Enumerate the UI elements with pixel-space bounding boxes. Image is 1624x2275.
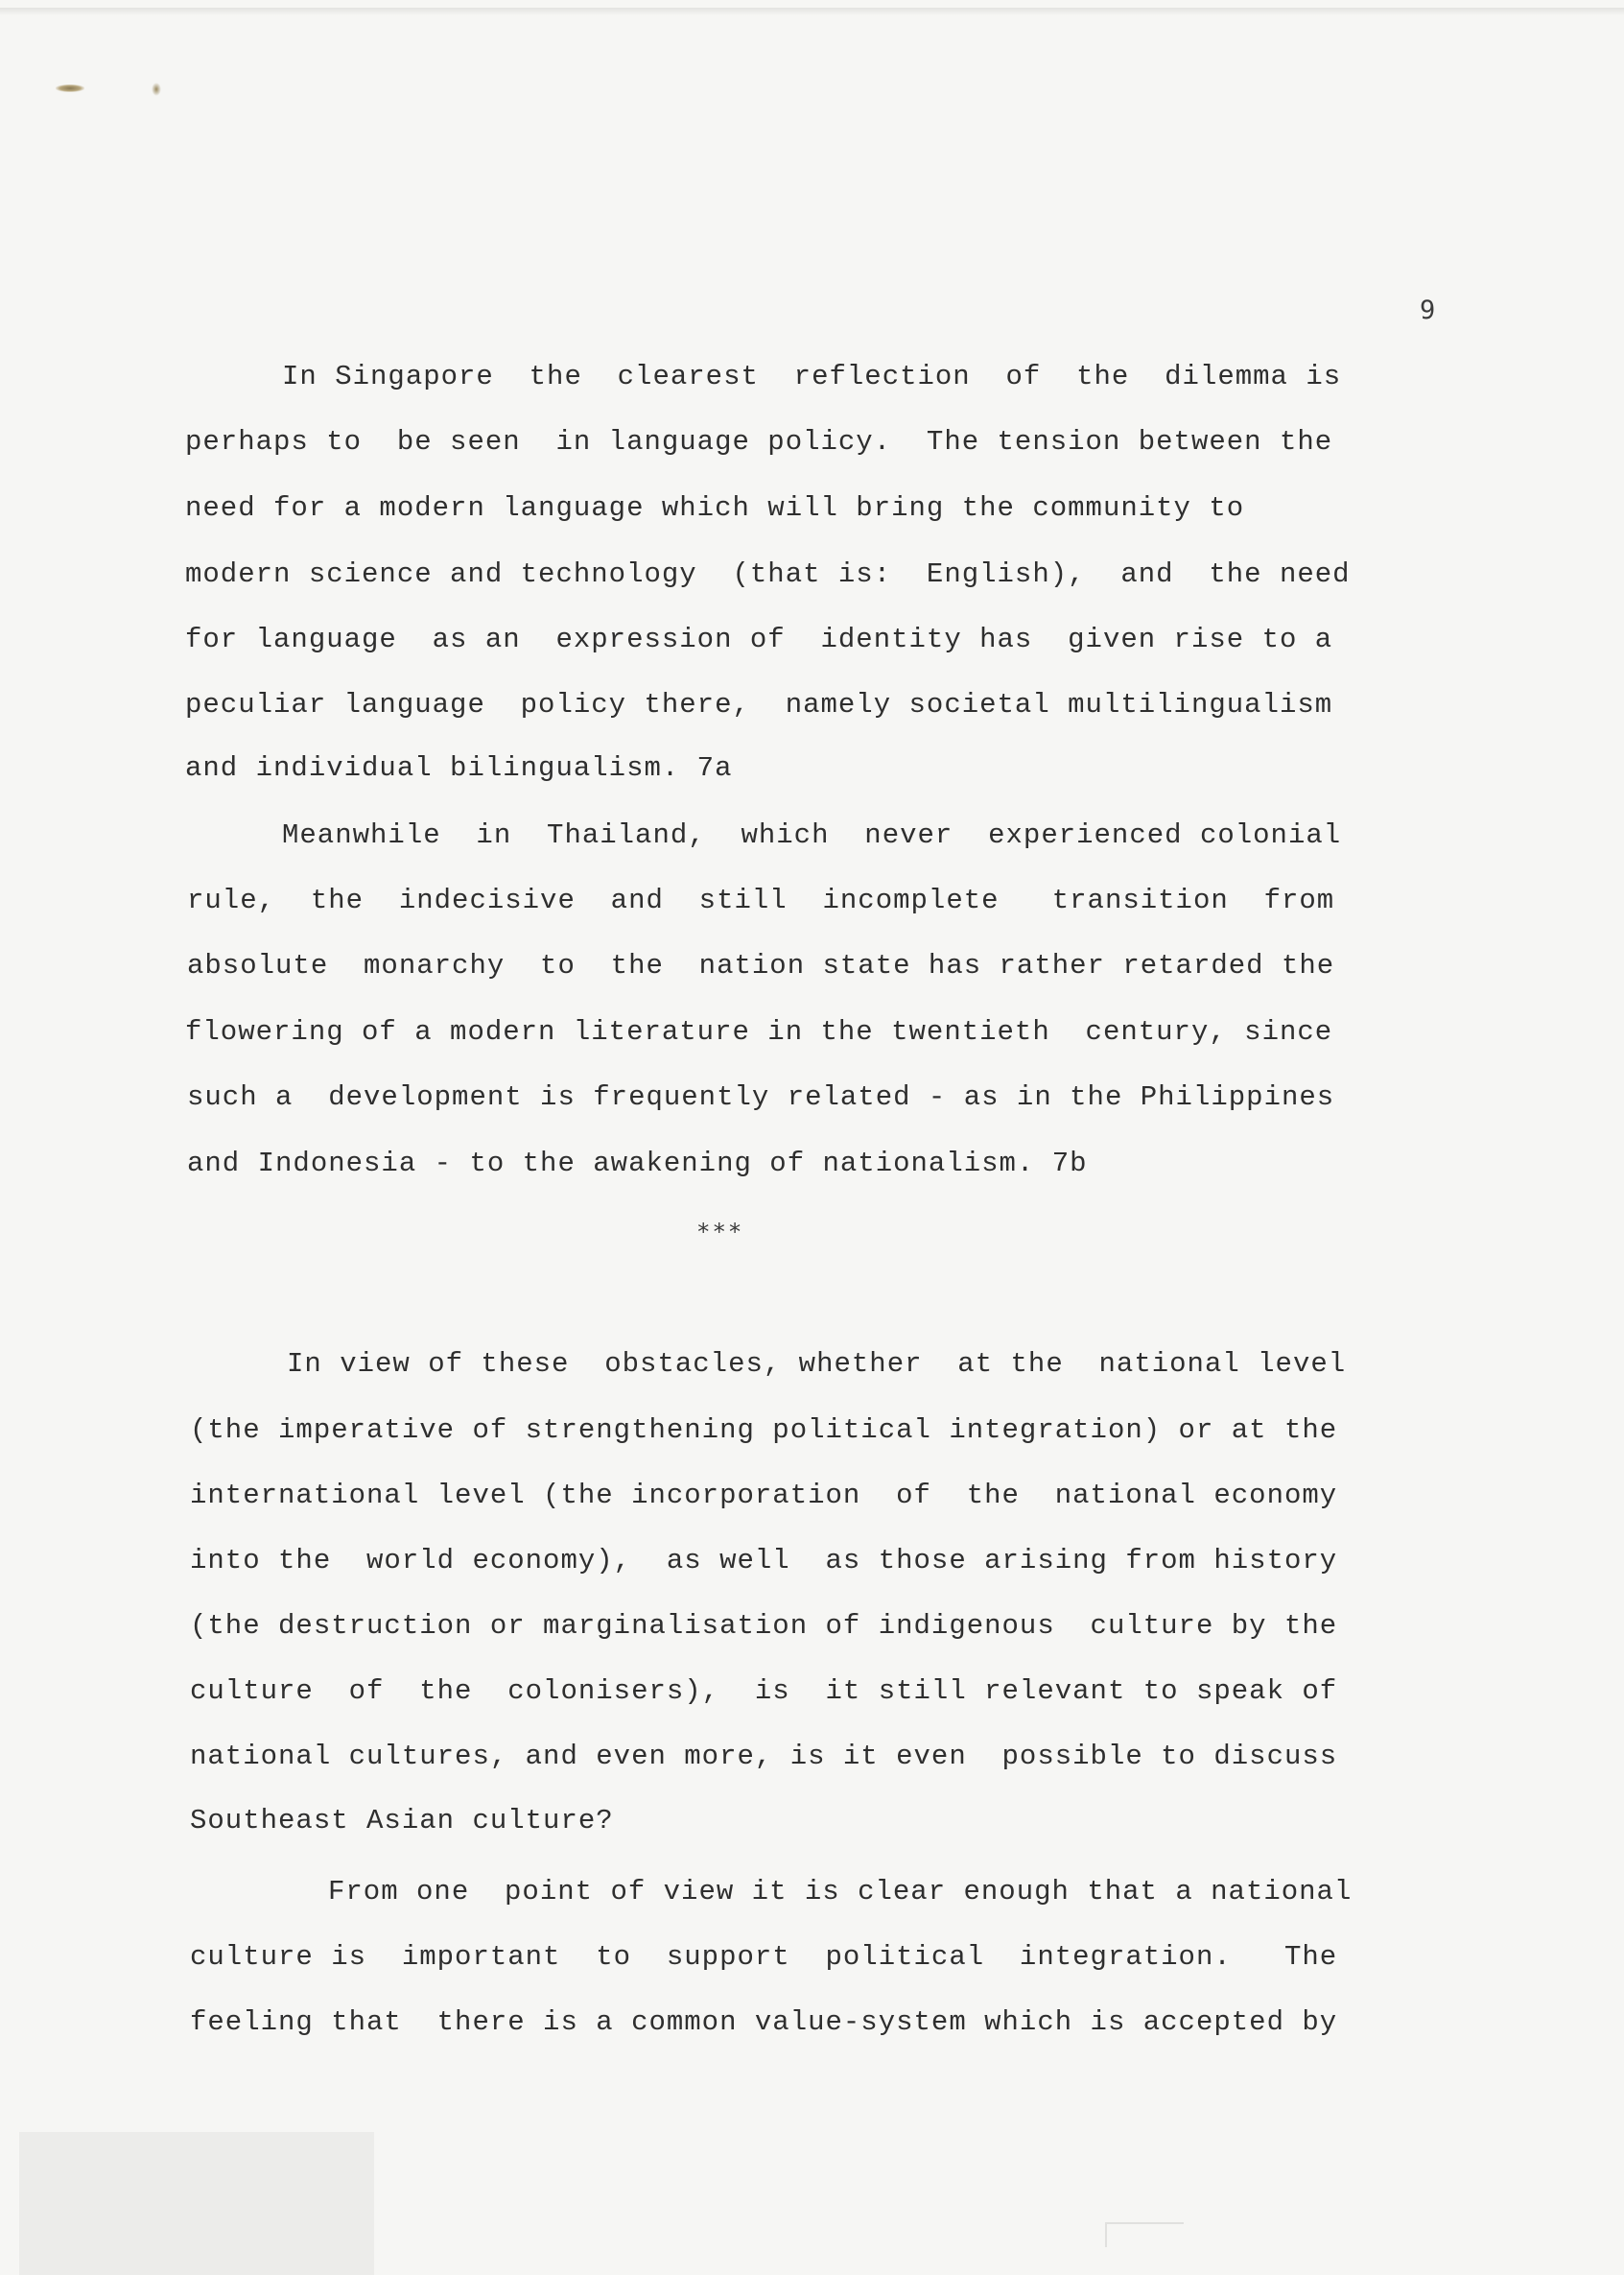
text-line: In view of these obstacles, whether at the national level: [287, 1348, 1347, 1380]
text-line: (the destruction or marginalisation of indigenous culture by the: [190, 1610, 1338, 1642]
text-line: Meanwhile in Thailand, which never experienced colonial: [282, 819, 1342, 851]
text-line: and individual bilingualism. 7a: [185, 752, 733, 784]
text-line: such a development is frequently related - as in the Philippines: [187, 1081, 1335, 1113]
scan-shadow-strip: [19, 2132, 374, 2275]
text-line: feeling that there is a common value-system which is accepted by: [190, 2006, 1338, 2038]
text-line: In Singapore the clearest reflection of the dilemma is: [282, 361, 1342, 392]
text-line: flowering of a modern literature in the twentieth century, since: [185, 1016, 1333, 1048]
paper-stain: [56, 84, 84, 92]
text-line: modern science and technology (that is: English), and the need: [185, 558, 1351, 590]
text-line: Southeast Asian culture?: [190, 1805, 614, 1837]
scan-mark: [1105, 2222, 1184, 2247]
text-line: and Indonesia - to the awakening of nationalism. 7b: [187, 1148, 1088, 1179]
page-top-edge: [0, 8, 1624, 15]
text-line: into the world economy), as well as those arising from history: [190, 1545, 1338, 1576]
page-number: 9: [1420, 296, 1436, 325]
text-line: need for a modern language which will bring the community to: [185, 492, 1245, 524]
text-line: international level (the incorporation of the national economy: [190, 1480, 1338, 1511]
text-line: absolute monarchy to the nation state has rather retarded the: [187, 950, 1335, 982]
text-line: culture is important to support political integration. The: [190, 1941, 1338, 1973]
text-line: national cultures, and even more, is it even possible to discuss: [190, 1741, 1338, 1772]
text-line: rule, the indecisive and still incomplete transition from: [187, 885, 1335, 916]
text-line: for language as an expression of identity has given rise to a: [185, 624, 1333, 655]
text-line: peculiar language policy there, namely societal multilingualism: [185, 689, 1333, 721]
text-line: (the imperative of strengthening political integration) or at the: [190, 1414, 1338, 1446]
paper-stain-small: [152, 83, 161, 96]
section-separator: ***: [696, 1219, 744, 1245]
text-line: perhaps to be seen in language policy. The tension between the: [185, 426, 1333, 458]
text-line: culture of the colonisers), is it still relevant to speak of: [190, 1675, 1338, 1707]
text-line: From one point of view it is clear enough that a national: [328, 1876, 1353, 1908]
